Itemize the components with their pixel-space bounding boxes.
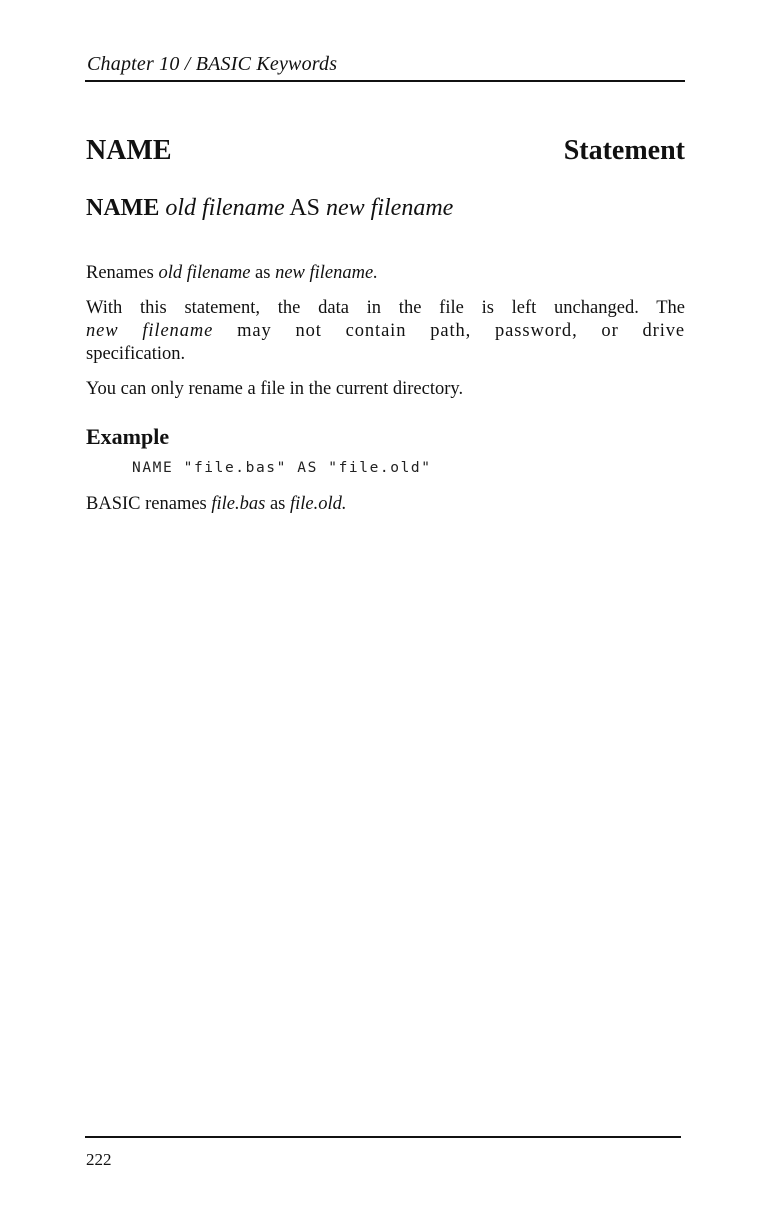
text-run: may not contain path, password, or drive xyxy=(213,321,685,341)
syntax-arg-new: new filename xyxy=(326,195,454,221)
italic-run: old filename xyxy=(158,263,251,283)
example-heading: Example xyxy=(86,424,170,449)
example-caption xyxy=(86,493,685,516)
running-header: Chapter 10 / BASIC Keywords xyxy=(87,53,338,75)
paragraph-line-2 xyxy=(86,320,685,343)
italic-run: new filename. xyxy=(275,263,378,283)
description-paragraph-3: You can only rename a file in the current directory. xyxy=(86,379,464,399)
italic-run: file.old. xyxy=(290,494,347,514)
paragraph-line-1: With this statement, the data in the file is left unchanged. The xyxy=(86,298,685,318)
text-run: as xyxy=(250,263,276,283)
syntax-line xyxy=(86,193,453,223)
italic-run: file.bas xyxy=(211,494,266,514)
text-run: as xyxy=(265,494,291,514)
syntax-arg-old: old filename xyxy=(165,195,285,221)
footer-rule xyxy=(85,1136,681,1138)
description-paragraph-1 xyxy=(86,262,685,285)
text-run: BASIC renames xyxy=(86,494,212,514)
example-code: NAME "file.bas" AS "file.old" xyxy=(132,460,432,476)
text-run: Renames xyxy=(86,263,159,283)
syntax-as: AS xyxy=(289,195,321,221)
syntax-keyword: NAME xyxy=(86,195,160,221)
page-number: 222 xyxy=(86,1150,112,1169)
entry-title-row xyxy=(86,134,685,168)
italic-run: new filename xyxy=(86,321,214,341)
header-rule xyxy=(85,80,685,82)
entry-type: Statement xyxy=(563,135,685,166)
entry-keyword: NAME xyxy=(86,135,172,166)
paragraph-line-3: specification. xyxy=(86,344,186,364)
description-paragraph-2 xyxy=(86,297,685,366)
